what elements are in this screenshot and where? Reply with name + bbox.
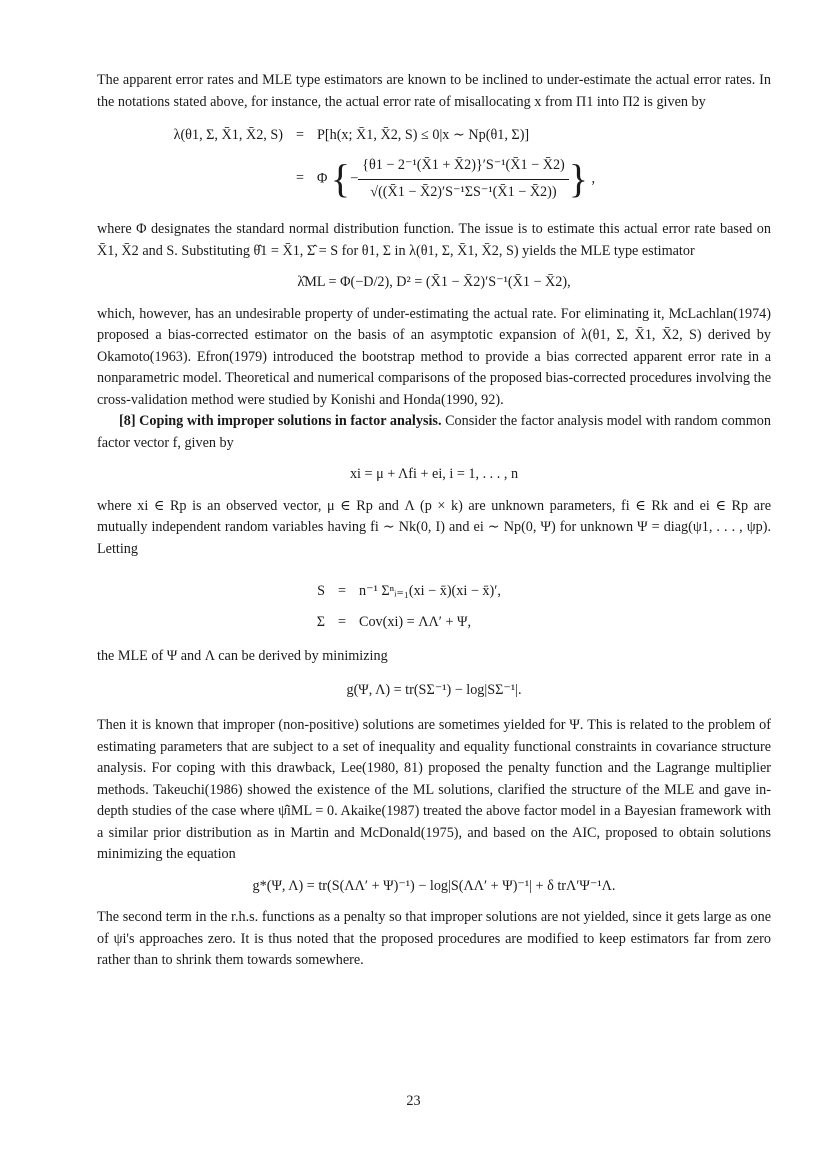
- eq1-fraction: [358, 155, 569, 203]
- paragraph-penalty: The second term in the r.h.s. functions as a penalty so that improper solutions are not yielded, since it gets large as one of ψi's approaches zero. It is thus noted that the proposed procedures are modified to keep estimators far from zero rather than to shrink them towards somewhere.: [97, 909, 771, 968]
- equation-factor-model: xi = μ + Λfi + ei, i = 1, . . . , n: [349, 466, 519, 482]
- paragraph-bias-correction: which, however, has an undesirable property of under-estimating the actual rate. For eliminating it, McLachlan(1974) proposed a bias-corrected estimator on the basis of an asymptotic expansion of λ(θ1, Σ, X̄1, X̄2, S) derived by Okamoto(1963). Efron(1979) introduced the bootstrap method to provide a bias corrected apparent error rate in a nonparametric model. Theoretical and numerical comparisons of the proposed bias-corrected procedures involving the cross-validation method were studied by Konishi and Honda(1990, 92).: [97, 305, 771, 408]
- equation-discrepancy: g(Ψ, Λ) = tr(SΣ⁻¹) − log|SΣ⁻¹|.: [346, 681, 522, 698]
- section-8-heading: [8] Coping with improper solutions in factor analysis.: [119, 413, 442, 429]
- eq4-line1-lhs: S: [317, 583, 325, 600]
- equation-actual-error-rate: λ(θ1, Σ, X̄1, X̄2, S) = P[h(x; X̄1, X̄2, S) ≤ 0|x ∼ Np(θ1, Σ)] = Φ {− $\frac{\text{\{θ1 − 2⁻¹(X̄1 + X̄2)\}′S⁻¹(X̄1 − X̄2)}}{\text{√((X̄1 − X̄2)′S⁻¹ΣS⁻¹(X̄1 − X̄2))}}$ } ,: [97, 125, 771, 209]
- eq1-lhs: λ(θ1, Σ, X̄1, X̄2, S): [173, 127, 283, 143]
- equation-penalized: g*(Ψ, Λ) = tr(S(ΛΛ′ + Ψ)⁻¹) − log|S(ΛΛ′ + Ψ)⁻¹| + δ trΛ′Ψ⁻¹Λ.: [252, 877, 616, 894]
- page-body: [97, 70, 771, 972]
- section-8: [97, 411, 771, 454]
- paragraph-improper-solutions: Then it is known that improper (non-positive) solutions are sometimes yielded for Ψ. This is related to the problem of estimating parameters that are subject to a set of inequality and equality functional constraints in covariance structure analysis. For coping with this drawback, Lee(1980, 81) proposed the penalty function and the Lagrange multiplier methods. Takeuchi(1986) showed the existence of the ML solutions, clarified the structure of the MLE and gave in-depth studies of the case where ψ̂iML = 0. Akaike(1987) treated the above factor model in a Bayesian framework with a similar prior distribution as in Martin and McDonald(1975), and based on the AIC, proposed to obtain solutions minimizing the equation: [97, 717, 771, 862]
- section-8-text: Consider the factor analysis model with random common factor vector f, given by: [97, 413, 771, 451]
- eq4-line2-rhs: Cov(xi) = ΛΛ′ + Ψ,: [359, 614, 472, 630]
- eq4-line1-rhs: n⁻¹ Σⁿᵢ₌₁(xi − x̄)(xi − x̄)′,: [359, 583, 501, 600]
- eq1-denominator: √((X̄1 − X̄2)′S⁻¹ΣS⁻¹(X̄1 − X̄2)): [370, 183, 557, 200]
- eq4-line2-lhs: Σ: [316, 614, 325, 630]
- paragraph-phi: where Φ designates the standard normal distribution function. The issue is to estimate this actual error rate based on X̄1, X̄2 and S. Substituting θ̂1 = X̄1, Σ̂ = S for θ1, Σ in λ(θ1, Σ, X̄1, X̄2, S) yields the MLE type estimator: [97, 221, 771, 259]
- eq1-line1: P[h(x; X̄1, X̄2, S) ≤ 0|x ∼ Np(θ1, Σ)]: [317, 127, 530, 143]
- equation-mle-estimator: λ̂ML = Φ(−D/2), D² = (X̄1 − X̄2)′S⁻¹(X̄1 − X̄2),: [297, 274, 571, 290]
- paragraph-parameters: where xi ∈ Rp is an observed vector, μ ∈ Rp and Λ (p × k) are unknown parameters, fi ∈ Rk and ei ∈ Rp are mutually independent random variables having fi ∼ Nk(0, I) and ei ∼ Np(0, Ψ) for unknown Ψ = diag(ψ1, . . . , ψp). Letting: [97, 497, 771, 557]
- eq1-numerator: {θ1 − 2⁻¹(X̄1 + X̄2)}′S⁻¹(X̄1 − X̄2): [358, 155, 569, 180]
- paragraph-intro: The apparent error rates and MLE type estimators are known to be inclined to under-estimate the actual error rates. In the notations stated above, for instance, the actual error rate of misallocating x from Π1 into Π2 is given by: [97, 72, 771, 110]
- paragraph-mle-minimizing: the MLE of Ψ and Λ can be derived by minimizing: [97, 648, 388, 664]
- equation-covariance: S = n⁻¹ Σⁿᵢ₌₁(xi − x̄)(xi − x̄)′, Σ = Cov(xi) = ΛΛ′ + Ψ,: [97, 572, 771, 636]
- page-number: 23: [406, 1093, 421, 1109]
